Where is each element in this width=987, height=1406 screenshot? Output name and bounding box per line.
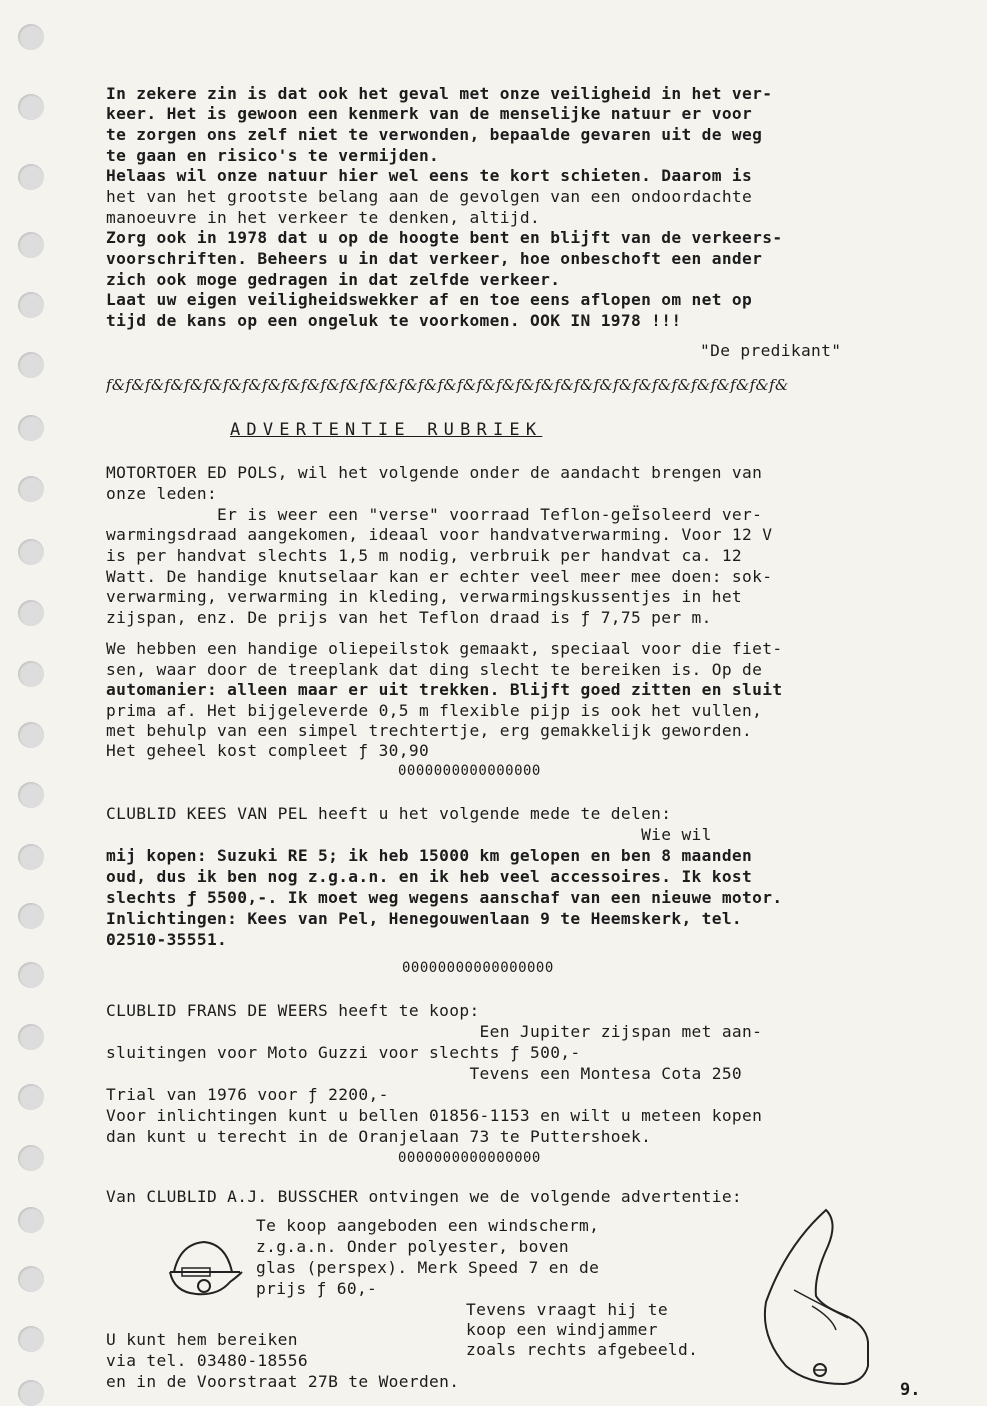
binder-holes — [18, 0, 48, 1402]
paragraph-line: sen, waar door de treeplank dat ding slecht te bereiken is. Op de — [106, 660, 763, 679]
paragraph-line: CLUBLID FRANS DE WEERS heeft te koop: — [106, 1001, 480, 1020]
paragraph-line: te gaan en risico's te vermijden. — [106, 146, 440, 165]
binder-hole — [18, 1266, 44, 1292]
binder-hole — [18, 24, 44, 50]
paragraph-line: Een Jupiter zijspan met aan- — [106, 1022, 763, 1041]
paragraph-line: We hebben een handige oliepeilstok gemaakt, speciaal voor die fiet- — [106, 639, 783, 658]
binder-hole — [18, 1326, 44, 1352]
separator: 00000000000000000 — [402, 960, 554, 976]
paragraph-line: Watt. De handige knutselaar kan er echter veel meer mee doen: sok- — [106, 567, 773, 586]
binder-hole — [18, 1207, 44, 1233]
binder-hole — [18, 782, 44, 808]
binder-hole — [18, 232, 44, 258]
binder-hole — [18, 661, 44, 687]
paragraph-line: 02510-35551. — [106, 930, 228, 949]
page-number: 9. — [900, 1380, 921, 1400]
paragraph-line: Tevens een Montesa Cota 250 — [106, 1064, 743, 1083]
binder-hole — [18, 164, 44, 190]
paragraph-line: Te koop aangeboden een windscherm, — [256, 1216, 600, 1235]
binder-hole — [18, 600, 44, 626]
paragraph-line: het van het grootste belang aan de gevolgen van een ondoordachte — [106, 187, 753, 206]
binder-hole — [18, 962, 44, 988]
paragraph-line: Er is weer een "verse" voorraad Teflon-geÏsoleerd ver- — [106, 505, 763, 524]
paragraph-line: is per handvat slechts 1,5 m nodig, verbruik per handvat ca. 12 — [106, 546, 743, 565]
paragraph-line: warmingsdraad aangekomen, ideaal voor handvatverwarming. Voor 12 V — [106, 525, 773, 544]
binder-hole — [18, 844, 44, 870]
paragraph-line: zijspan, enz. De prijs van het Teflon draad is ƒ 7,75 per m. — [106, 608, 712, 627]
binder-hole — [18, 415, 44, 441]
signature: "De predikant" — [700, 341, 842, 360]
paragraph-line: automanier: alleen maar er uit trekken. Blijft goed zitten en sluit — [106, 680, 783, 699]
paragraph-line: te zorgen ons zelf niet te verwonden, bepaalde gevaren uit de weg — [106, 125, 763, 144]
paragraph-line: manoeuvre in het verkeer te denken, altijd. — [106, 208, 541, 227]
paragraph-line: prima af. Het bijgeleverde 0,5 m flexible pijp is ook het vullen, — [106, 701, 763, 720]
paragraph-line: Inlichtingen: Kees van Pel, Henegouwenlaan 9 te Heemskerk, tel. — [106, 909, 743, 928]
paragraph-line: slechts ƒ 5500,-. Ik moet weg wegens aanschaf van een nieuwe motor. — [106, 888, 783, 907]
paragraph-line: CLUBLID KEES VAN PEL heeft u het volgende mede te delen: — [106, 804, 672, 823]
binder-hole — [18, 903, 44, 929]
binder-hole — [18, 1145, 44, 1171]
binder-hole — [18, 1380, 44, 1406]
binder-hole — [18, 1084, 44, 1110]
binder-hole — [18, 476, 44, 502]
binder-hole — [18, 722, 44, 748]
separator: 0000000000000000 — [398, 1150, 541, 1166]
paragraph-line: glas (perspex). Merk Speed 7 en de — [256, 1258, 600, 1277]
paragraph-line: sluitingen voor Moto Guzzi voor slechts ƒ 500,- — [106, 1043, 581, 1062]
paragraph-line: en in de Voorstraat 27B te Woerden. — [106, 1372, 460, 1391]
paragraph-line: via tel. 03480-18556 — [106, 1351, 308, 1370]
paragraph-line: Wie wil — [106, 825, 712, 844]
paragraph-line: koop een windjammer — [466, 1320, 658, 1339]
paragraph-line: Van CLUBLID A.J. BUSSCHER ontvingen we de volgende advertentie: — [106, 1187, 743, 1206]
divider-pattern: f&f&f&f&f&f&f&f&f&f&f&f&f&f&f&f&f&f&f&f&f&f&f&f&f&f&f&f&f&f&f&f&f&f&f& — [106, 376, 789, 394]
paragraph-line: verwarming, verwarming in kleding, verwarmingskussentjes in het — [106, 587, 743, 606]
paragraph-line: oud, dus ik ben nog z.g.a.n. en ik heb veel accessoires. Ik kost — [106, 867, 753, 886]
binder-hole — [18, 1024, 44, 1050]
paragraph-line: Voor inlichtingen kunt u bellen 01856-1153 en wilt u meteen kopen — [106, 1106, 763, 1125]
paragraph-line: Helaas wil onze natuur hier wel eens te kort schieten. Daarom is — [106, 166, 753, 185]
paragraph-line: zich ook moge gedragen in dat zelfde verkeer. — [106, 270, 561, 289]
windjammer-illustration — [756, 1206, 880, 1388]
paragraph-line: onze leden: — [106, 484, 218, 503]
paragraph-line: Tevens vraagt hij te — [466, 1300, 668, 1319]
paragraph-line: U kunt hem bereiken — [106, 1330, 298, 1349]
paragraph-line: keer. Het is gewoon een kenmerk van de menselijke natuur er voor — [106, 104, 753, 123]
binder-hole — [18, 94, 44, 120]
binder-hole — [18, 352, 44, 378]
windscreen-illustration — [160, 1236, 250, 1300]
paragraph-line: mij kopen: Suzuki RE 5; ik heb 15000 km gelopen en ben 8 maanden — [106, 846, 753, 865]
paragraph-line: zoals rechts afgebeeld. — [466, 1340, 699, 1359]
paragraph-line: dan kunt u terecht in de Oranjelaan 73 te Puttershoek. — [106, 1127, 652, 1146]
paragraph-line: In zekere zin is dat ook het geval met onze veiligheid in het ver- — [106, 84, 773, 103]
paragraph-line: Zorg ook in 1978 dat u op de hoogte bent en blijft van de verkeers- — [106, 228, 783, 247]
paragraph-line: voorschriften. Beheers u in dat verkeer, hoe onbeschoft een ander — [106, 249, 763, 268]
section-heading: ADVERTENTIE RUBRIEK — [230, 420, 543, 440]
paragraph-line: prijs ƒ 60,- — [256, 1279, 378, 1298]
paragraph-line: Laat uw eigen veiligheidswekker af en toe eens aflopen om net op — [106, 290, 753, 309]
paragraph-line: tijd de kans op een ongeluk te voorkomen. OOK IN 1978 !!! — [106, 311, 682, 330]
paragraph-line: Trial van 1976 voor ƒ 2200,- — [106, 1085, 389, 1104]
separator: 0000000000000000 — [398, 763, 541, 779]
paragraph-line: met behulp van een simpel trechtertje, erg gemakkelijk geworden. — [106, 721, 753, 740]
binder-hole — [18, 539, 44, 565]
paragraph-line: MOTORTOER ED POLS, wil het volgende onder de aandacht brengen van — [106, 463, 763, 482]
paragraph-line: Het geheel kost compleet ƒ 30,90 — [106, 741, 430, 760]
paragraph-line: z.g.a.n. Onder polyester, boven — [256, 1237, 569, 1256]
binder-hole — [18, 292, 44, 318]
